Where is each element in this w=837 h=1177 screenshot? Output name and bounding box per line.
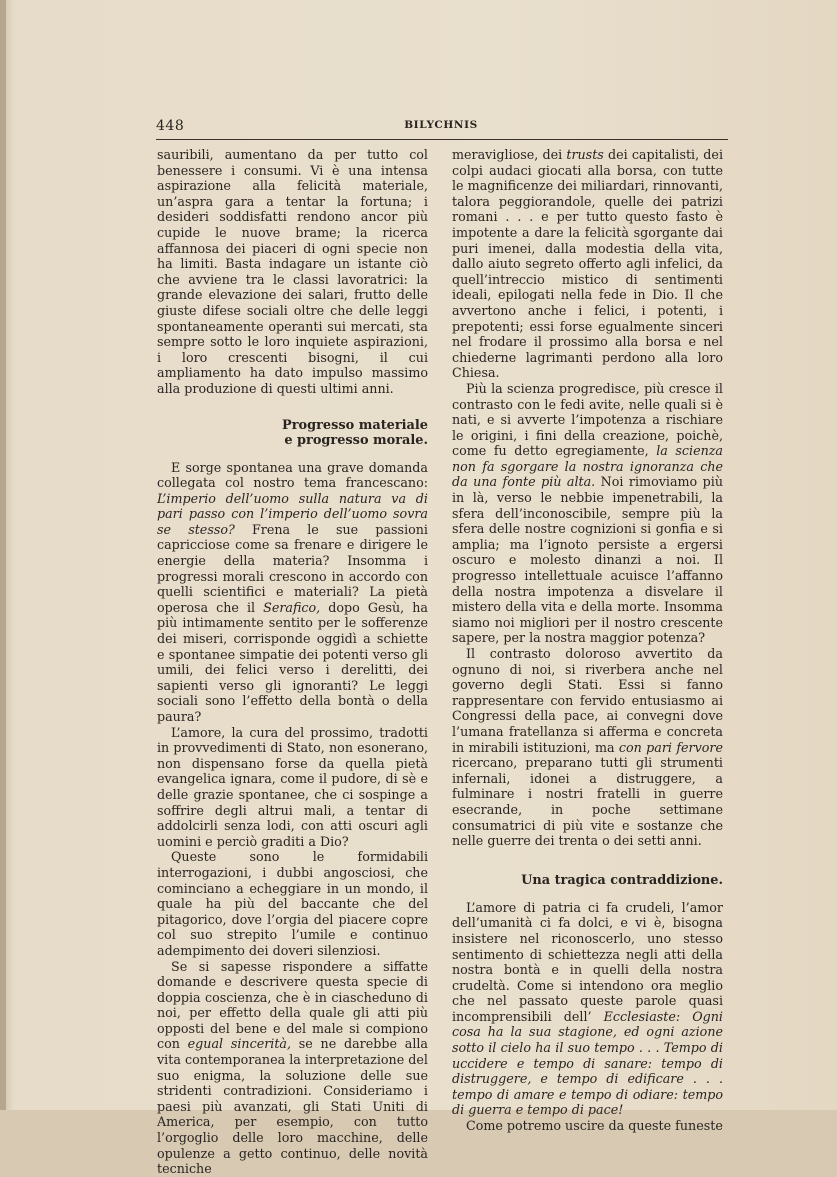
text-run: dei capitalisti, dei colpi audaci giocati alla borsa, con tutte le magnificenze dei miliardari, rinnovanti, talora peggiorandole, quelle dei patrizi romani . . . e per tutto questo fasto è impotente a dare la felicità sgorgante dai puri imenei, dalla modestia della vita, dallo aiuto segreto offerto agli infelici, da quell’intreccio mistico di sentimenti ideali, epilogati nella fede in Dio. Il che avvertono anche i felici, i potenti, i prepotenti; essi forse egualmente sinceri nel frodare il prossimo alla borsa e nel chiederne lagrimanti perdono alla loro Chiesa. [452,147,723,381]
text-run: se ne darebbe alla vita contemporanea la interpretazione del suo enigma, la soluzione delle sue stridenti contradizioni. Consideriamo i paesi più avanzati, gli Stati Uniti di America, per esempio, con tutto l’orgoglio delle loro macchine, delle opulenze a getto continuo, delle novità tecniche [157,1036,428,1177]
paragraph: Queste sono le formidabili interrogazioni, i dubbi angosciosi, che cominciano a echeggiare in un mondo, il quale ha più del baccante che del pitagorico, dove l’orgia del piacere copre col suo strepito l’umile e continuo adempimento dei doveri silenziosi. [157,849,428,958]
paragraph [452,381,723,646]
text-run: Se si sapesse rispondere a siffatte domande e descrivere questa specie di doppia coscienza, che è in ciascheduno di noi, per effetto della quale gli atti più opposti del bene e del male si compiono con [157,958,428,1052]
section-heading [157,418,428,448]
text-run: E sorge spontanea una grave domanda collegata col nostro tema francescano: [157,459,428,491]
right-column [452,147,723,1134]
text-run: dopo Gesù, ha più intimamente sentito per le sofferenze dei miseri, corrisponde oggidì a schiette e spontanee simpatie dei potenti verso gli umili, dei felici verso i derelitti, dei sapienti verso gli ignoranti? Le leggi sociali sono l’effetto della bontà o della paura? [157,599,428,724]
paragraph: sauribili, aumentano da per tutto col benessere i consumi. Vi è una intensa aspirazione alla felicità materiale, un’aspra gara a tentar la fortuna; i desideri soddisfatti rendono ancor più cupide le nuove brame; la ricerca affannosa dei piaceri di ogni specie non ha limiti. Basta indagare un istante ciò che avviene tra le classi lavoratrici: la grande elevazione dei salari, frutto delle giuste difese sociali oltre che delle leggi spontaneamente operanti sui mercati, sta sempre sotto le loro inquiete aspirazioni, i loro crescenti bisogni, il cui ampliamento ha dato impulso massimo alla produzione di questi ultimi anni. [157,147,428,396]
page-header [156,118,726,138]
italic-run: Ecclesiaste: Ogni cosa ha la sua stagione, ed ogni azione sotto il cielo ha il suo tempo . . . Tempo di uccidere e tempo di sanare: tempo di distruggere, e tempo di edificare . . . tempo di amare e tempo di odiare: tempo di guerra e tempo di pace! [452,1008,723,1118]
paragraph: Come potremo uscire da queste funeste [466,1118,723,1134]
paragraph [157,959,428,1177]
italic-run: L’imperio dell’uomo sulla natura va di pari passo con l’imperio dell’uomo sovra se stesso? [157,490,428,537]
section-heading-line: Progresso materiale [282,417,428,433]
text-run: L’amore di patria ci fa crudeli, l’amor dell’umanità ci fa dolci, e vi è, bisogna insistere nel riconoscerlo, uno stesso sentimento di schiettezza negli atti della nostra bontà e in quelli della nostra crudeltà. Come si intendono ora meglio che nel passato queste parole quasi incomprensibili dell’ [452,899,723,1024]
text-run: Il contrasto doloroso avvertito da ognuno di noi, si riverbera anche nel governo degli Stati. Essi si fanno rappresentare con fervido entusiasmo ai Congressi della pace, ai convegni dove l’umana fratellanza si afferma e concreta in mirabili istituzioni, ma [452,646,723,755]
text-run: Frena le sue passioni capricciose come sa frenare e dirigere le energie della materia? Insomma i progressi morali crescono in accordo con quelli scientifici e materiali? La pietà operosa che il [157,521,428,615]
italic-run: egual sincerità, [187,1036,292,1052]
section-heading-line: e progresso morale. [284,432,428,448]
text-run: Noi rimoviamo più in là, verso le nebbie impenetrabili, la sfera dell’inconoscibile, sempre più la sfera delle nostre cognizioni si gonfia e si amplia; ma l’ignoto persiste a ergersi oscuro e molesto dinanzi a noi. Il progresso intellettuale acuisce l’affanno della nostra impotenza a disvelare il mistero della vita e della morte. Insomma siamo noi migliori per il nostro crescente sapere, per la nostra maggior potenza? [452,474,723,646]
header-rule [156,139,728,140]
italic-run: Serafico, [263,599,321,615]
paragraph: L’amore, la cura del prossimo, tradotti in provvedimenti di Stato, non esonerano, non dispensano forse da quella pietà evangelica ignara, come il pudore, di sè e delle grazie spontanee, che ci sospinge a soffrire degli altrui mali, a tentar di addolcirli senza lodi, con atti oscuri agli uomini e perciò graditi a Dio? [157,724,428,849]
paragraph [452,147,723,381]
italic-run: trusts [566,147,604,162]
page-number: 448 [156,118,185,134]
paragraph [452,900,723,1118]
text-run: ricercano, preparano tutti gli strumenti infernali, idonei a distruggere, a fulminare i nostri fratelli in guerre esecrande, in poche settimane consumatrici di più vite e sostanze che nelle guerre dei trenta o dei setti anni. [452,755,723,849]
running-title: BILYCHNIS [404,119,478,131]
text-run: Più la scienza progredisce, più cresce il contrasto con le fedi avite, nelle quali si è nati, e si avverte l’impotenza a rischiare le origini, i fini della creazione, poichè, come fu detto egregiamente, [452,380,723,459]
page-edge [0,0,6,1110]
paragraph [157,460,428,725]
section-heading: Una tragica contraddizione. [521,872,723,888]
italic-run: la scienza non fa sgorgare la nostra ignoranza che da una fonte più alta. [452,443,723,490]
italic-run: con pari fervore [618,739,723,755]
left-column [157,147,428,1177]
paragraph [452,646,723,849]
text-run: meravigliose, dei [452,147,567,162]
